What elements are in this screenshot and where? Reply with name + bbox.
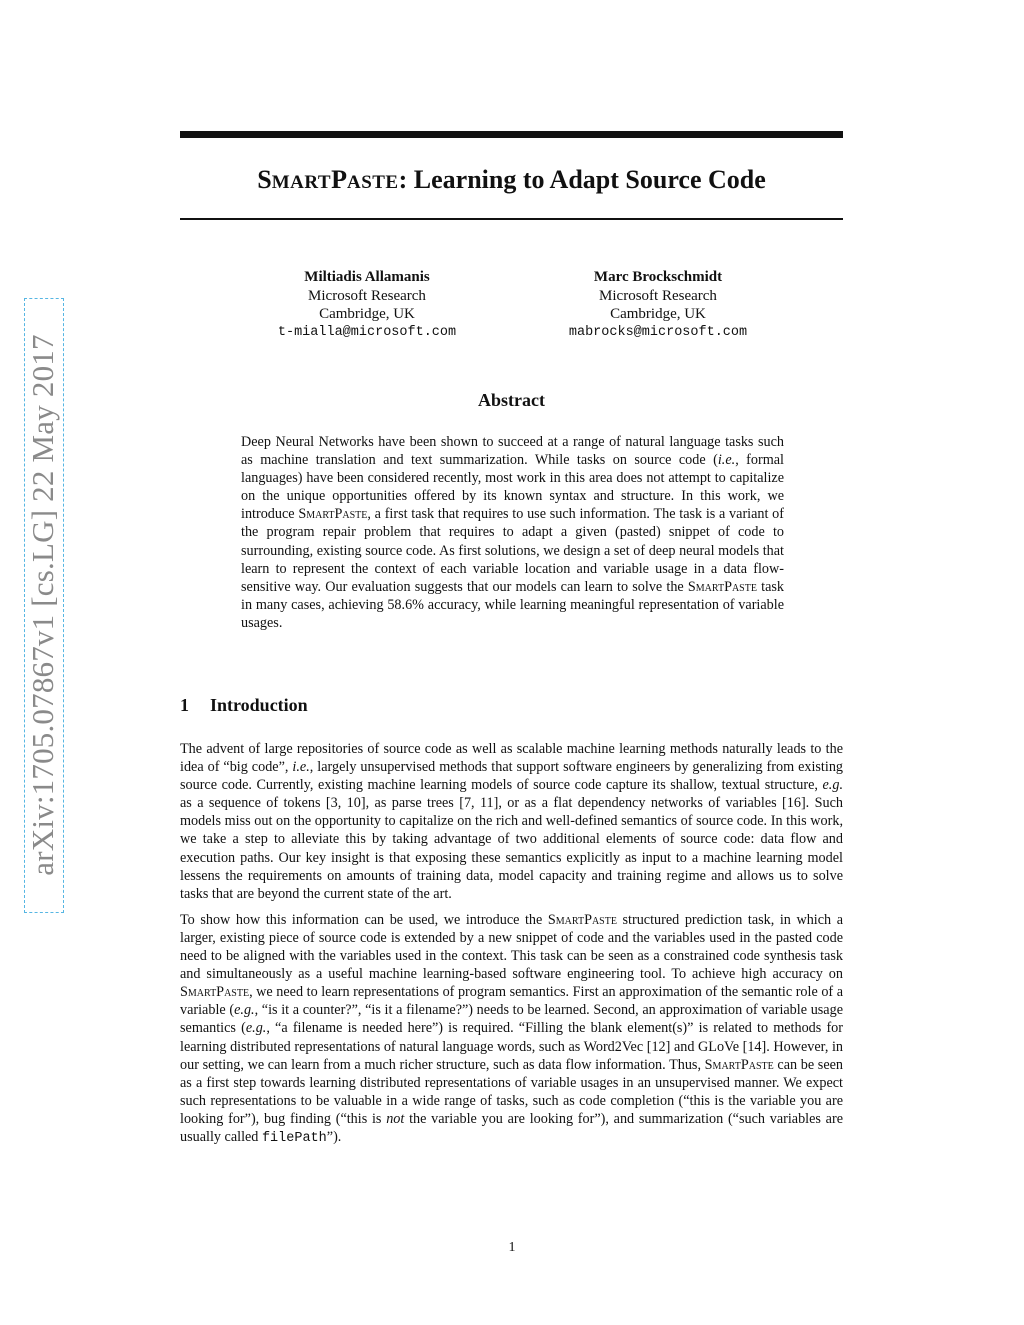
italic-run: e.g. xyxy=(245,1020,267,1037)
text-run: , we need to learn representations of program semantics. First an approximation of the semantic role of a variable ( xyxy=(180,984,843,1019)
text-run: task in many cases, achieving 58.6% accuracy, while learning meaningful representation of variable usages. xyxy=(241,578,784,631)
text-run: structured prediction task, in which a larger, existing piece of source code is extended by a new snippet of code and the variables used in the pasted code need to be aligned with the variables used in the context. This task can be seen as a constrained code synthesis task and simultaneously as a useful machine learning-based software engineering tool. To achieve high accuracy on xyxy=(180,911,843,983)
author-affiliation: Microsoft Research xyxy=(599,287,717,304)
text-run: , formal languages) have been considered recently, most work in this area does not attempt to capitalize on the unique opportunities offered by its known syntax and structure. In this work, we introduce xyxy=(241,452,785,523)
author-name: Marc Brockschmidt xyxy=(593,269,723,285)
author-affiliation: Microsoft Research xyxy=(308,287,426,304)
abstract-heading: Abstract xyxy=(478,390,545,410)
text-run: , “is it a counter?”, “is it a filename?”) needs to be learned. Second, an approximation of variable usage semantics ( xyxy=(180,1002,843,1037)
smartpaste-term: SmartPaste xyxy=(687,578,757,595)
section-heading-introduction xyxy=(180,694,308,716)
text-run: , “a filename is needed here”) is required. “Filling the blank element(s)” is related to methods for learning distributed representations of natural language words, such as Word2Vec [12] and GLoVe [14]. However, in our setting, we can learn from a much richer structure, such as data flow information. Thus, xyxy=(180,1020,843,1073)
paragraph-2 xyxy=(180,911,843,1148)
italic-run: i.e. xyxy=(292,759,310,776)
text-run: Deep Neural Networks have been shown to succeed at a range of natural language tasks such as machine translation and text summarization. While tasks on source code ( xyxy=(241,434,784,469)
text-run: ”). xyxy=(326,1128,342,1145)
section-number: 1 xyxy=(180,695,189,715)
italic-run: e.g. xyxy=(822,777,843,794)
text-run: as a sequence of tokens [3, 10], as parse trees [7, 11], or as a flat dependency networks of variables [16]. Such models miss out on the opportunity to capitalize on the rich and well-defined semantics of source code. In this work, we take a step to alleviate this by taking advantage of two additional elements of source code: data flow and execution paths. Our key insight is that exposing these semantics explicitly as input to a machine learning model lessens the requirements on amounts of training data, model capacity and training regime and allows us to solve tasks that are beyond the current state of the art. xyxy=(180,795,843,902)
arxiv-identifier[interactable]: arXiv:1705.07867v1 [cs.LG] 22 May 2017 xyxy=(25,334,60,876)
title-s1-cap: S xyxy=(257,165,272,194)
italic-run: not xyxy=(386,1110,405,1127)
title-rule-bottom xyxy=(180,218,843,220)
italic-run: e.g. xyxy=(234,1002,255,1019)
paragraph-1 xyxy=(180,740,843,903)
author-email[interactable]: mabrocks@microsoft.com xyxy=(568,324,748,340)
abstract-text xyxy=(241,433,784,632)
author-block-1 xyxy=(217,268,517,342)
title-rest: : Learning to Adapt Source Code xyxy=(398,165,766,194)
author-location: Cambridge, UK xyxy=(319,306,415,322)
author-email[interactable]: t-mialla@microsoft.com xyxy=(277,324,457,340)
section-title: Introduction xyxy=(210,695,308,715)
author-location: Cambridge, UK xyxy=(610,306,706,322)
text-run: the variable you are looking for”), and summarization (“such variables are usually called xyxy=(180,1110,843,1145)
page-number: 1 xyxy=(508,1240,516,1255)
smartpaste-term: SmartPaste xyxy=(547,911,617,928)
title-s1-rest: MART xyxy=(271,172,332,193)
paper-title xyxy=(180,162,843,201)
introduction-body xyxy=(180,740,843,1156)
smartpaste-term: SmartPaste xyxy=(180,984,250,1001)
title-s2-cap: P xyxy=(331,165,347,194)
smartpaste-term: SmartPaste xyxy=(704,1056,774,1073)
text-run: To show how this information can be used, we introduce the xyxy=(180,911,548,928)
author-name: Miltiadis Allamanis xyxy=(304,269,430,285)
italic-run: i.e. xyxy=(717,452,736,469)
text-run: , a first task that requires to use such information. The task is a variant of the program repair problem that requires to adapt a given (pasted) snippet of code to surrounding, existing source code. As first solutions, we design a set of deep neural models that learn to represent the context of each variable location and variable usage in a data flow-sensitive way. Our evaluation suggests that our models can learn to solve the xyxy=(241,506,785,595)
text-run: The advent of large repositories of source code as well as scalable machine learning methods naturally leads to the idea of “big code”, xyxy=(180,741,843,776)
text-run: can be seen as a first step towards learning distributed representations of variable usages in an unsupervised manner. We expect such representations to be valuable in a wide range of tasks, such as code completion (“this is the variable you are looking for”), bug finding (“this is xyxy=(180,1056,844,1127)
author-block-2 xyxy=(508,268,808,342)
text-run: , largely unsupervised methods that support software engineers by generalizing from existing source code. Currently, existing machine learning models of source code capture its shallow, textual structure, xyxy=(180,759,844,794)
title-s2-rest: ASTE xyxy=(346,172,399,193)
code-term: filePath xyxy=(261,1130,327,1146)
smartpaste-term: SmartPaste xyxy=(298,506,368,523)
title-rule-top xyxy=(180,131,843,138)
